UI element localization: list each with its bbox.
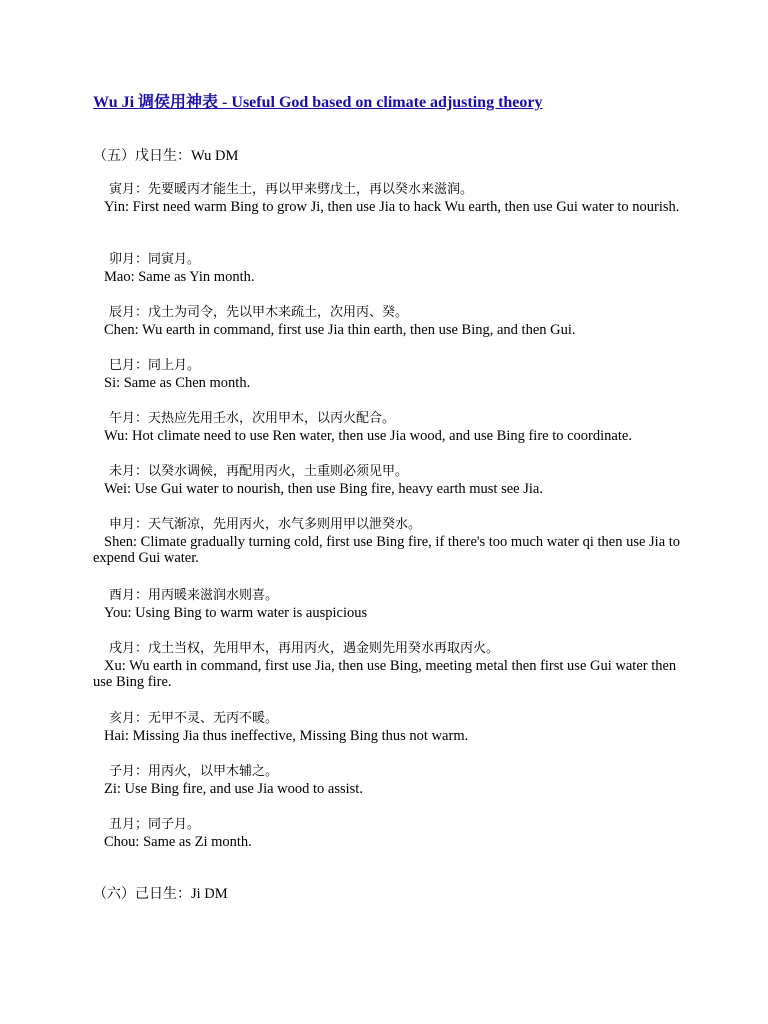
entry-en: Wei: Use Gui water to nourish, then use Bing fire, heavy earth must see Jia.	[104, 481, 543, 497]
entry-xu-month	[93, 640, 683, 690]
entry-zh: 未月：以癸水调候，再配用丙火，土重则必须见甲。	[109, 464, 409, 479]
entry-en: Shen: Climate gradually turning cold, first use Bing fire, if there's too much water qi then use Jia to expend Gui water.	[93, 534, 681, 566]
entry-wei-month	[93, 463, 683, 497]
entry-zh: 申月：天气渐凉，先用丙火，水气多则用甲以泄癸水。	[109, 517, 422, 532]
entry-en: Chen: Wu earth in command, first use Jia thin earth, then use Bing, and then Gui.	[104, 322, 576, 338]
entry-en: Yin: First need warm Bing to grow Ji, then use Jia to hack Wu earth, then use Gui water to nourish.	[104, 199, 680, 215]
section-heading-zh: （六）己日生：	[93, 886, 191, 902]
entry-chou-month	[93, 816, 683, 850]
entry-zh: 戌月：戊土当权，先用甲木，再用丙火，遇金则先用癸水再取丙火。	[109, 641, 500, 656]
entry-en: You: Using Bing to warm water is auspicious	[104, 605, 368, 621]
entry-zh: 巳月：同上月。	[109, 358, 201, 373]
entry-hai-month	[93, 710, 683, 744]
section-heading-zh: （五）戊日生：	[93, 148, 191, 164]
entry-si-month	[93, 357, 683, 391]
section-heading-ji	[93, 883, 228, 903]
entry-en: Hai: Missing Jia thus ineffective, Missing Bing thus not warm.	[104, 728, 469, 744]
page-title-link[interactable]: Wu Ji 调侯用神表 - Useful God based on climate adjusting theory	[93, 94, 543, 111]
entry-en: Wu: Hot climate need to use Ren water, then use Jia wood, and use Bing fire to coordinate.	[104, 428, 632, 444]
entry-en: Zi: Use Bing fire, and use Jia wood to assist.	[104, 781, 363, 797]
entry-zh: 辰月：戊土为司令，先以甲木来疏土，次用丙、癸。	[109, 305, 409, 320]
entry-en: Mao: Same as Yin month.	[104, 269, 255, 285]
entry-yin-month	[93, 181, 683, 215]
entry-en: Xu: Wu earth in command, first use Jia, then use Bing, meeting metal then first use Gui water then use Bing fire.	[93, 658, 677, 690]
entry-mao-month	[93, 251, 683, 285]
entry-zh: 卯月：同寅月。	[109, 252, 201, 267]
entry-zi-month	[93, 763, 683, 797]
section-heading-en: Wu DM	[191, 148, 239, 164]
entry-zh: 亥月：无甲不灵、无丙不暖。	[109, 711, 279, 726]
entry-en: Si: Same as Chen month.	[104, 375, 251, 391]
entry-zh: 酉月：用丙暖来滋润水则喜。	[109, 588, 279, 603]
entry-zh: 子月：用丙火，以甲木辅之。	[109, 764, 279, 779]
entry-shen-month	[93, 516, 683, 566]
entry-zh: 午月：天热应先用壬水，次用甲木，以丙火配合。	[109, 411, 396, 426]
entry-en: Chou: Same as Zi month.	[104, 834, 252, 850]
entry-wu-month	[93, 410, 683, 444]
entry-chen-month	[93, 304, 683, 338]
section-heading-wu	[93, 145, 238, 165]
section-heading-en: Ji DM	[191, 886, 228, 902]
entry-zh: 寅月：先要暖丙才能生土，再以甲来劈戊土，再以癸水来滋润。	[109, 182, 474, 197]
entry-zh: 丑月；同子月。	[109, 817, 201, 832]
entry-you-month	[93, 587, 683, 621]
